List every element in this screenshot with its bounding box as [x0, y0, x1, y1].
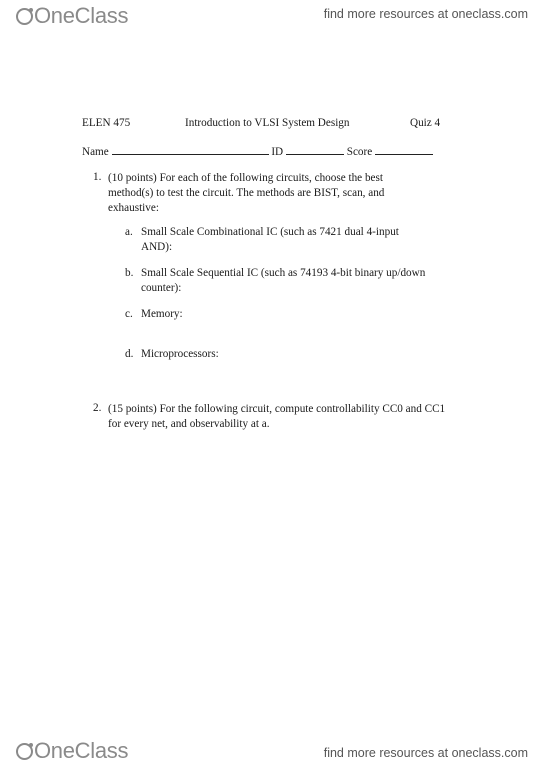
- item-text: Microprocessors:: [141, 348, 219, 360]
- oneclass-logo-icon: [16, 743, 33, 760]
- item-text: Memory:: [141, 308, 183, 320]
- item-text: Small Scale Sequential IC (such as 74193 4-bit binary up/down counter):: [141, 267, 426, 294]
- logo-bottom: [16, 738, 128, 764]
- item-letter: b.: [125, 267, 134, 279]
- name-label: Name: [82, 146, 109, 158]
- quiz-label: Quiz 4: [410, 117, 441, 129]
- tagline-top[interactable]: find more resources at oneclass.com: [323, 7, 528, 21]
- id-blank[interactable]: [286, 145, 344, 155]
- score-label: Score: [346, 146, 373, 158]
- id-label: ID: [271, 146, 284, 158]
- logo-text: OneClass: [34, 738, 129, 763]
- question-2-number: 2.: [93, 402, 102, 414]
- student-info-line: [82, 145, 433, 158]
- item-letter: d.: [125, 348, 134, 360]
- course-title: Introduction to VLSI System Design: [185, 117, 350, 129]
- item-text: Small Scale Combinational IC (such as 7421 dual 4-input AND):: [141, 226, 399, 253]
- question-2-text: (15 points) For the following circuit, compute controllability CC0 and CC1 for every net, and observability at a.: [108, 403, 446, 430]
- question-1-text: (10 points) For each of the following circuits, choose the best method(s) to test the circuit. The methods are BIST, scan, and exhaustive:: [108, 172, 385, 214]
- question-1-number: 1.: [93, 171, 102, 183]
- score-blank[interactable]: [375, 145, 433, 155]
- name-blank[interactable]: [112, 145, 269, 155]
- logo-text: OneClass: [34, 3, 129, 28]
- item-letter: a.: [125, 226, 133, 238]
- course-code: ELEN 475: [82, 117, 131, 129]
- tagline-bottom[interactable]: find more resources at oneclass.com: [323, 746, 528, 760]
- item-letter: c.: [125, 308, 133, 320]
